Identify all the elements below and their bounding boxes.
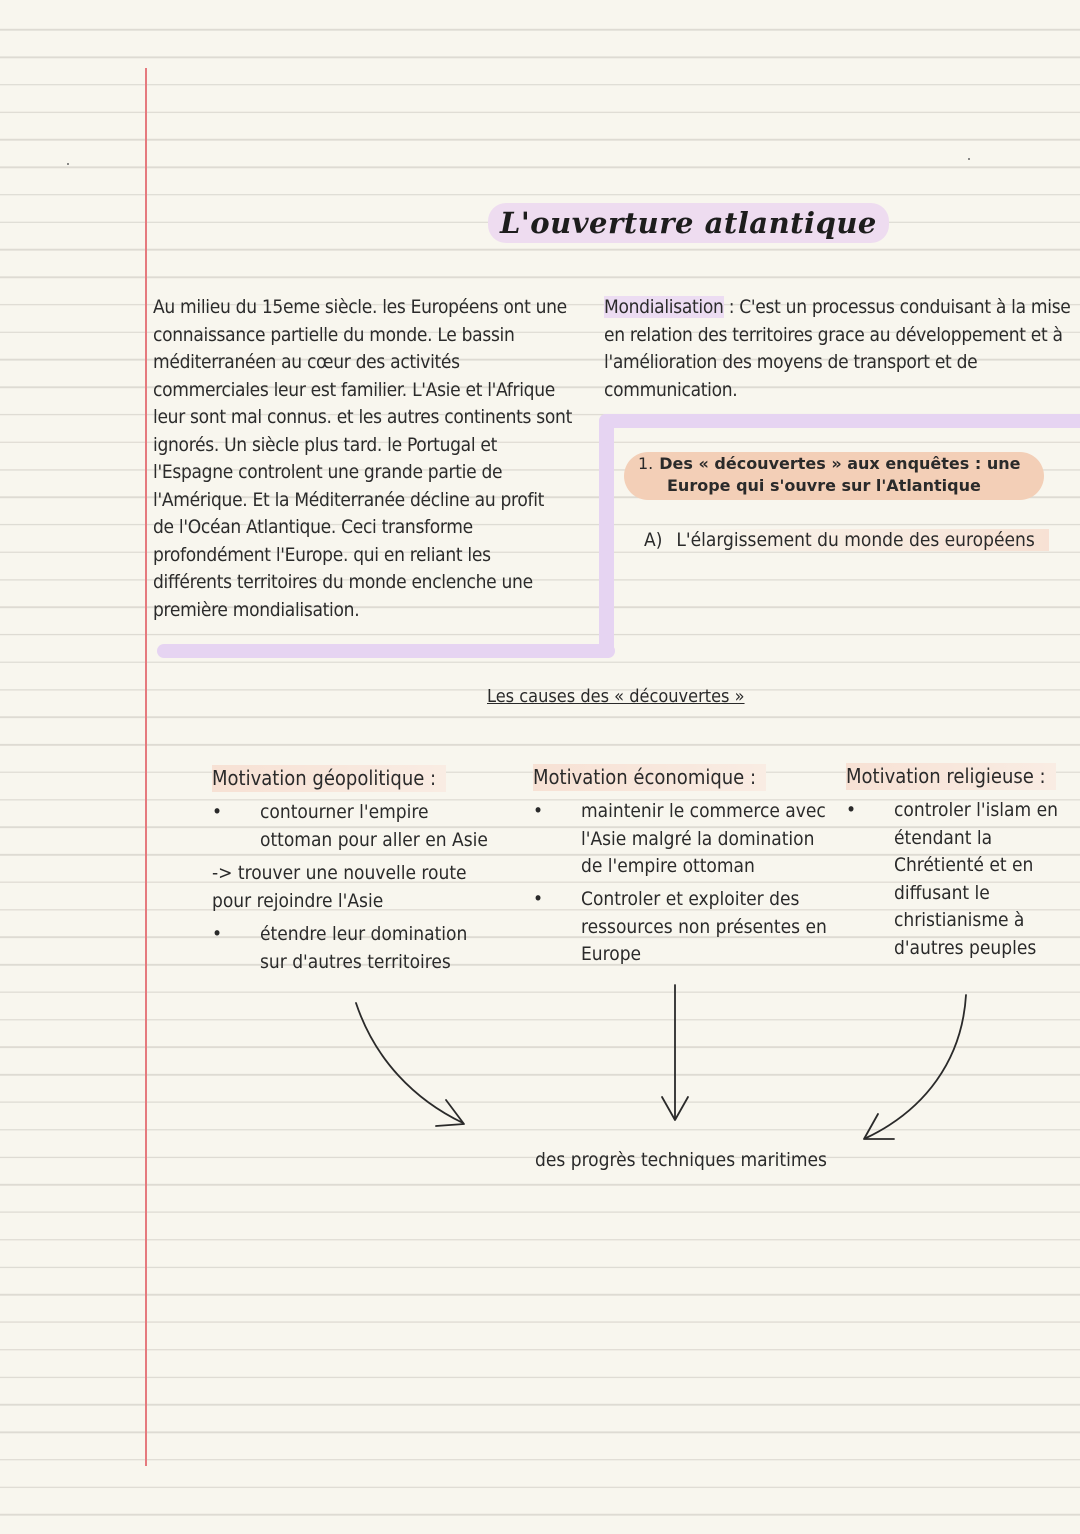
- definition-line: communication.: [604, 378, 738, 401]
- bullet-line: contourner l'empire: [260, 801, 429, 823]
- intro-line: l'Amérique. Et la Méditerranée décline au profit: [153, 488, 545, 511]
- bullet-line: diffusant le: [894, 881, 990, 904]
- bullet-dot: •: [212, 801, 223, 823]
- bullet-line: Europe: [581, 943, 642, 965]
- intro-line: de l'Océan Atlantique. Ceci transforme: [153, 516, 473, 538]
- arrow-right-head-icon: [864, 1114, 894, 1139]
- bullet-line: Controler et exploiter des: [581, 888, 800, 910]
- arrow-right-icon: [866, 995, 966, 1138]
- subsection-letter: A): [644, 529, 663, 551]
- intro-line: commerciales leur est familier. L'Asie et l'Afrique: [153, 378, 555, 401]
- bullet-line: de l'empire ottoman: [581, 855, 755, 877]
- section-line: Europe qui s'ouvre sur l'Atlantique: [667, 476, 981, 495]
- bullet-line: christianisme à: [894, 909, 1025, 931]
- section-number: 1.: [638, 454, 654, 473]
- column-title-economique: Motivation économique :: [533, 764, 766, 791]
- conclusion-text: des progrès techniques maritimes: [535, 1149, 827, 1171]
- note-line: -> trouver une nouvelle route: [212, 862, 467, 884]
- bullet-line: d'autres peuples: [894, 936, 1037, 959]
- page-title: L'ouverture atlantique: [488, 203, 889, 243]
- definition-line: : C'est un processus conduisant à la mise: [728, 296, 1071, 318]
- bullet-line: maintenir le commerce avec: [581, 800, 826, 822]
- bullet-line: sur d'autres territoires: [260, 950, 451, 973]
- bullet-dot: •: [212, 923, 223, 945]
- definition-line: en relation des territoires grace au développement et à: [604, 323, 1063, 346]
- bullet-line: controler l'islam en: [894, 799, 1058, 821]
- intro-line: l'Espagne controlent une grande partie de: [153, 461, 503, 483]
- bullet-dot: •: [533, 888, 544, 910]
- bullet-dot: •: [846, 799, 857, 821]
- bullet-line: l'Asie malgré la domination: [581, 827, 815, 850]
- bullet-line: ottoman pour aller en Asie: [260, 828, 488, 851]
- definition-line: l'amélioration des moyens de transport et de: [604, 351, 978, 373]
- bullet-line: Chrétienté et en: [894, 854, 1034, 876]
- intro-line: profondément l'Europe. qui en reliant les: [153, 543, 491, 566]
- section-line: Des « découvertes » aux enquêtes : une: [659, 454, 1021, 473]
- causes-heading: Les causes des « découvertes »: [487, 686, 745, 707]
- column-title-religieuse: Motivation religieuse :: [846, 763, 1056, 790]
- definition-term: Mondialisation: [604, 296, 724, 318]
- bullet-line: étendre leur domination: [260, 923, 468, 945]
- note-line: pour rejoindre l'Asie: [212, 889, 384, 912]
- intro-line: ignorés. Un siècle plus tard. le Portugal et: [153, 433, 498, 456]
- subsection-text: L'élargissement du monde des européens: [676, 529, 1048, 551]
- intro-line: méditerranéen au cœur des activités: [153, 351, 460, 373]
- bullet-line: étendant la: [894, 826, 993, 849]
- bullet-line: ressources non présentes en: [581, 915, 827, 938]
- bullet-dot: •: [533, 800, 544, 822]
- intro-line: différents territoires du monde enclenche une: [153, 571, 533, 593]
- intro-line: leur sont mal connus. et les autres continents sont: [153, 406, 572, 428]
- intro-line: première mondialisation.: [153, 598, 360, 621]
- intro-line: Au milieu du 15eme siècle. les Européens ont une: [153, 296, 567, 318]
- arrow-left-icon: [356, 1003, 463, 1123]
- column-title-geopolitique: Motivation géopolitique :: [212, 765, 446, 792]
- intro-line: connaissance partielle du monde. Le bassin: [153, 323, 515, 346]
